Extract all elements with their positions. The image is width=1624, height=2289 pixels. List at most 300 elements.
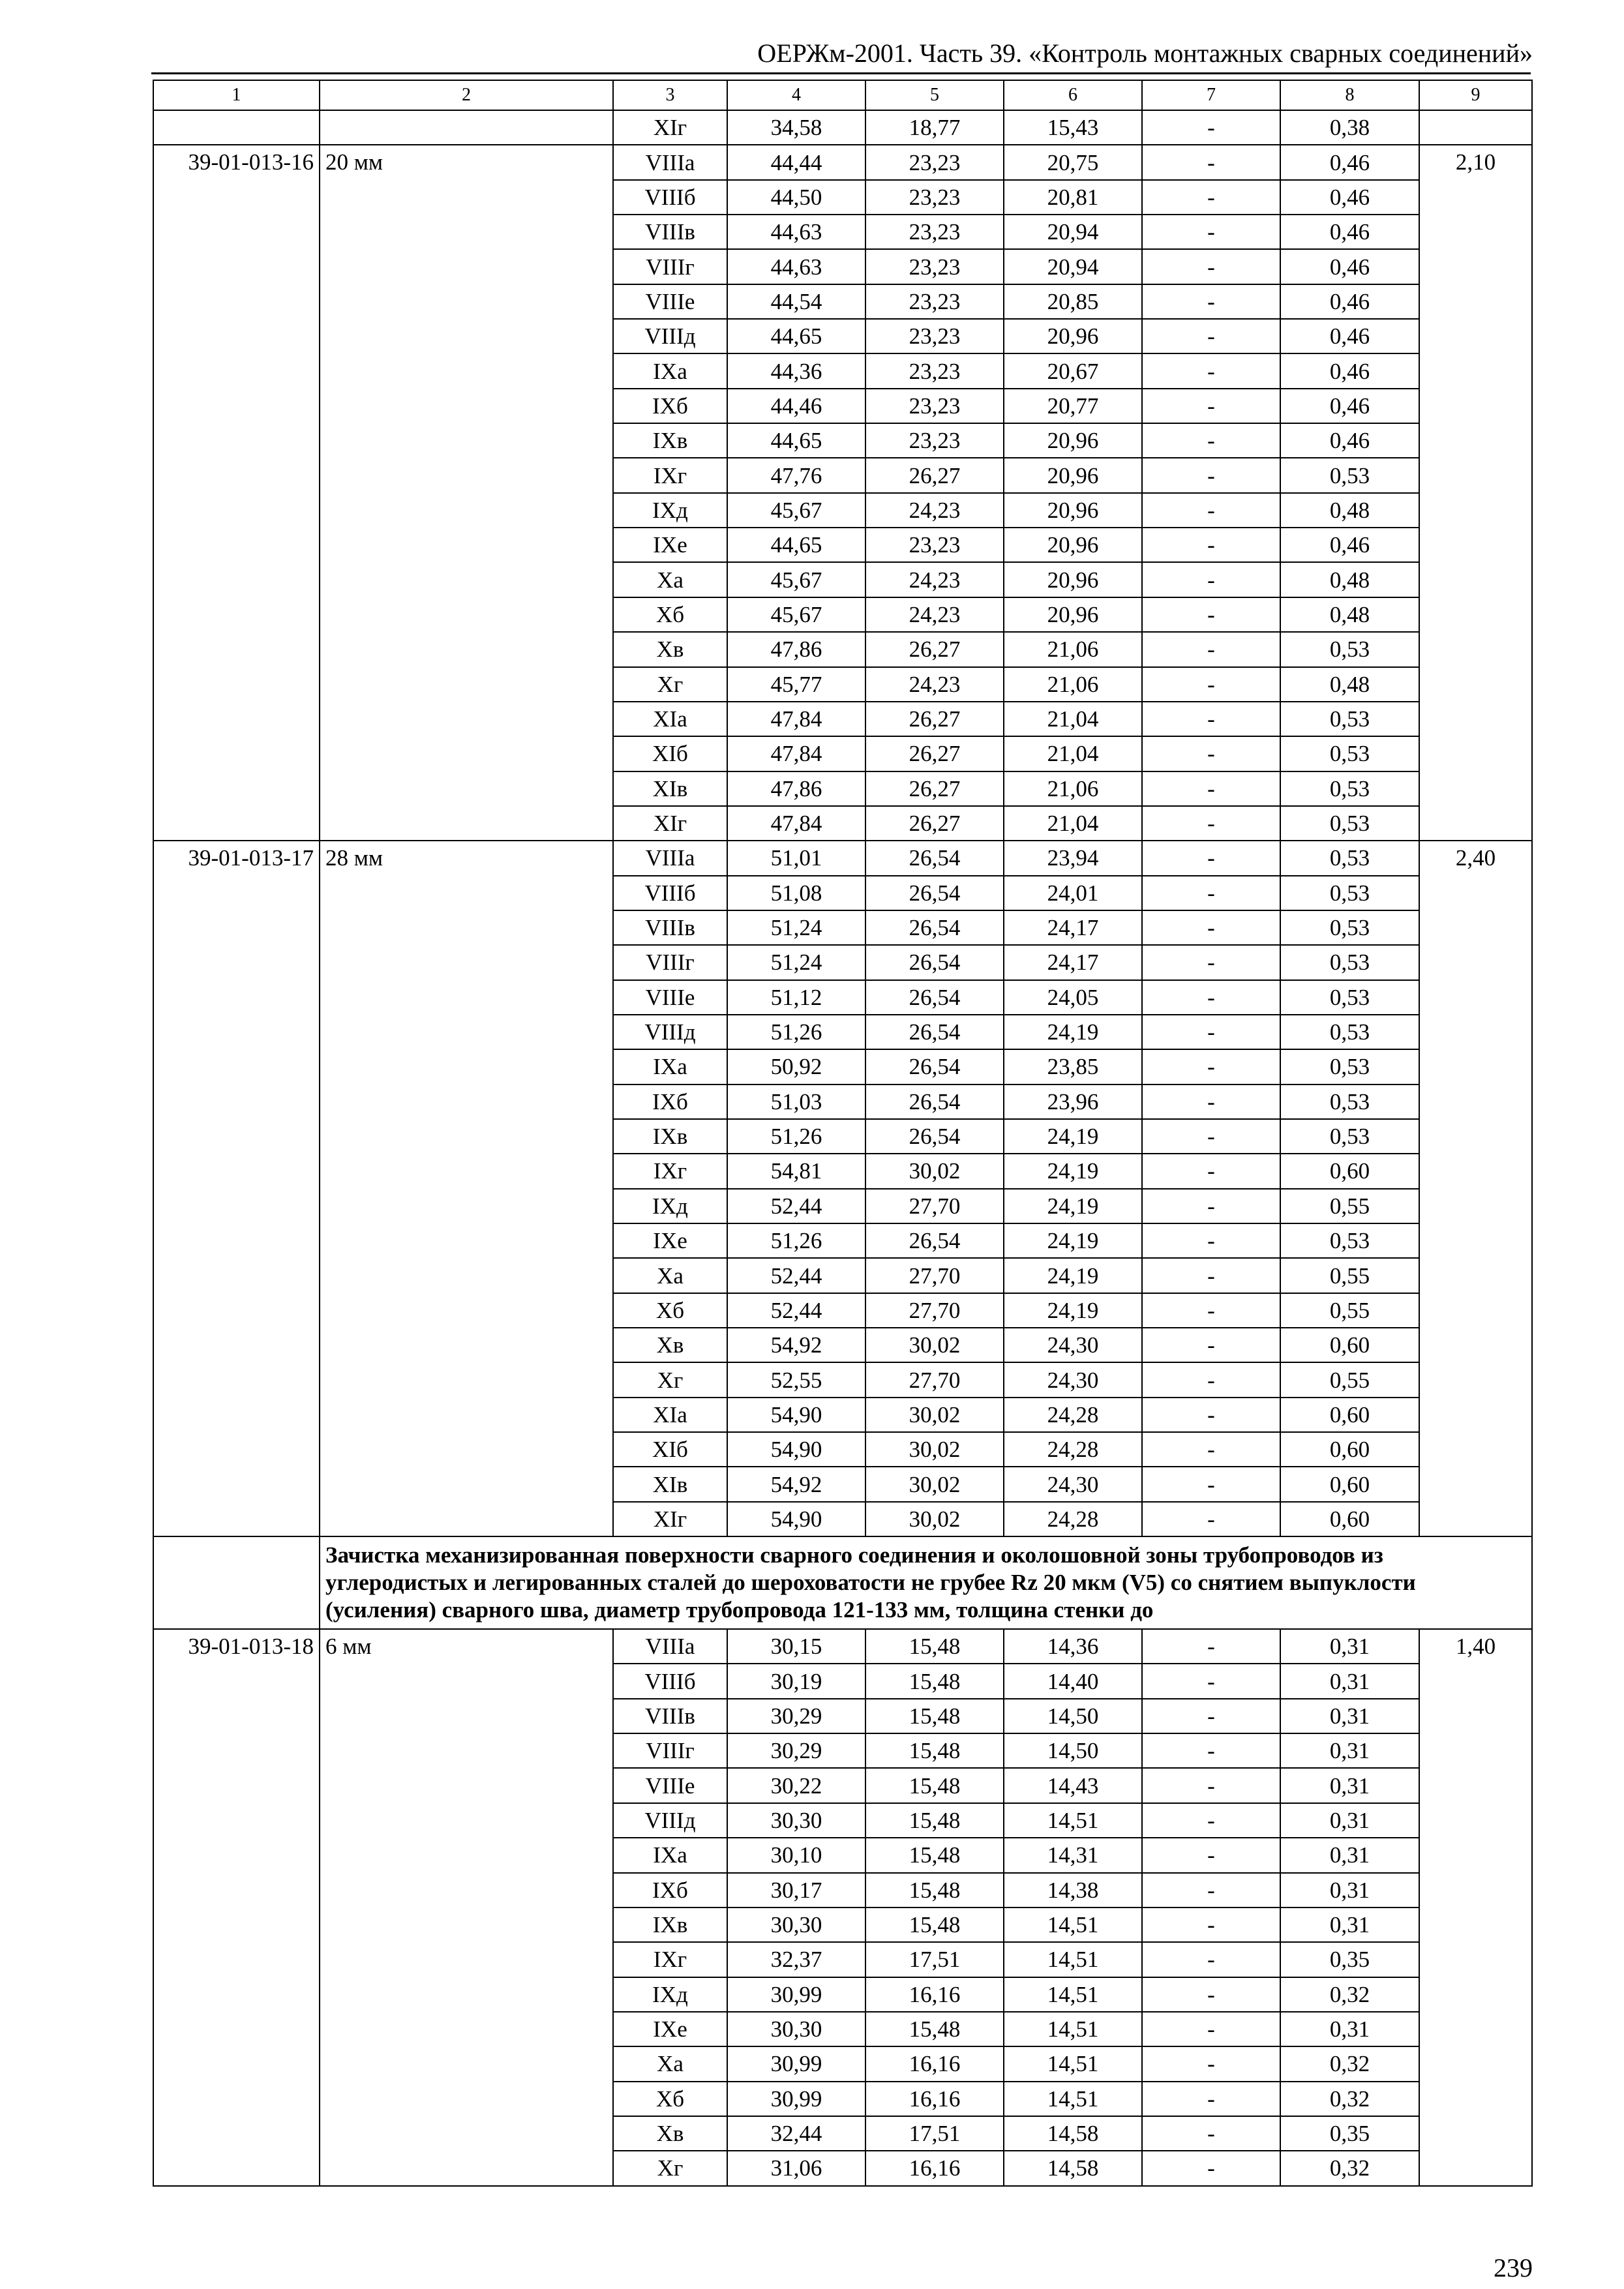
group-cell: IXв bbox=[613, 1119, 727, 1154]
col5-cell: 26,27 bbox=[865, 458, 1004, 492]
col8-cell: 0,53 bbox=[1280, 702, 1419, 736]
col4-cell: 51,26 bbox=[727, 1119, 865, 1154]
group-cell: IXд bbox=[613, 493, 727, 528]
col7-cell: - bbox=[1142, 528, 1280, 562]
group-cell: VIIIе bbox=[613, 1768, 727, 1803]
col4-cell: 30,29 bbox=[727, 1699, 865, 1733]
col4-cell: 44,50 bbox=[727, 180, 865, 215]
group-cell: IXб bbox=[613, 389, 727, 423]
column-number-row bbox=[153, 80, 1532, 110]
col7-cell: - bbox=[1142, 1432, 1280, 1467]
col7-cell: - bbox=[1142, 1049, 1280, 1084]
header-rule bbox=[151, 72, 1531, 74]
col8-cell: 0,48 bbox=[1280, 562, 1419, 597]
col5-cell: 15,48 bbox=[865, 1908, 1004, 1942]
col5-cell: 26,27 bbox=[865, 702, 1004, 736]
col5-cell: 24,23 bbox=[865, 493, 1004, 528]
column-number: 7 bbox=[1142, 80, 1280, 110]
col6-cell: 24,19 bbox=[1004, 1189, 1142, 1223]
col7-cell: - bbox=[1142, 1873, 1280, 1908]
group-cell: IXа bbox=[613, 1049, 727, 1084]
col8-cell: 0,32 bbox=[1280, 2151, 1419, 2185]
col5-cell: 30,02 bbox=[865, 1154, 1004, 1188]
norms-table bbox=[153, 80, 1533, 2187]
col6-cell: 24,28 bbox=[1004, 1432, 1142, 1467]
col7-cell: - bbox=[1142, 319, 1280, 353]
col7-cell: - bbox=[1142, 284, 1280, 319]
col6-cell: 23,85 bbox=[1004, 1049, 1142, 1084]
col5-cell: 26,54 bbox=[865, 980, 1004, 1015]
col4-cell: 54,90 bbox=[727, 1398, 865, 1432]
col5-cell: 27,70 bbox=[865, 1189, 1004, 1223]
col5-cell: 26,27 bbox=[865, 771, 1004, 806]
col6-cell: 20,96 bbox=[1004, 562, 1142, 597]
col8-cell: 0,60 bbox=[1280, 1432, 1419, 1467]
col8-cell: 0,53 bbox=[1280, 1015, 1419, 1049]
group-cell: IXе bbox=[613, 528, 727, 562]
col7-cell: - bbox=[1142, 423, 1280, 458]
column-number: 3 bbox=[613, 80, 727, 110]
col8-cell: 0,31 bbox=[1280, 1699, 1419, 1733]
group-cell: VIIIв bbox=[613, 910, 727, 945]
group-cell: VIIIд bbox=[613, 1015, 727, 1049]
col6-cell: 14,50 bbox=[1004, 1733, 1142, 1768]
col7-cell: - bbox=[1142, 389, 1280, 423]
col5-cell: 26,54 bbox=[865, 1015, 1004, 1049]
group-cell: Xг bbox=[613, 1362, 727, 1397]
group-cell: XIг bbox=[613, 110, 727, 145]
column-number: 6 bbox=[1004, 80, 1142, 110]
col5-cell: 30,02 bbox=[865, 1328, 1004, 1362]
wall-thickness: 28 мм bbox=[320, 841, 613, 1536]
col5-cell: 23,23 bbox=[865, 389, 1004, 423]
col8-cell: 0,31 bbox=[1280, 1838, 1419, 1872]
col6-cell: 24,19 bbox=[1004, 1258, 1142, 1293]
group-cell: VIIIг bbox=[613, 1733, 727, 1768]
col6-cell: 24,30 bbox=[1004, 1467, 1142, 1501]
page-header: ОЕРЖм-2001. Часть 39. «Контроль монтажных сварных соединений» bbox=[757, 38, 1533, 68]
col6-cell: 24,19 bbox=[1004, 1293, 1142, 1328]
col7-cell: - bbox=[1142, 458, 1280, 492]
col4-cell: 44,44 bbox=[727, 145, 865, 179]
group-cell: VIIIв bbox=[613, 215, 727, 249]
group-cell: Xб bbox=[613, 2082, 727, 2116]
col7-cell: - bbox=[1142, 1908, 1280, 1942]
col8-cell: 0,53 bbox=[1280, 910, 1419, 945]
col5-cell: 27,70 bbox=[865, 1293, 1004, 1328]
wall-thickness: 20 мм bbox=[320, 145, 613, 841]
col8-cell: 0,60 bbox=[1280, 1154, 1419, 1188]
col6-cell: 20,96 bbox=[1004, 493, 1142, 528]
col5-cell: 24,23 bbox=[865, 562, 1004, 597]
col5-cell: 30,02 bbox=[865, 1432, 1004, 1467]
col6-cell: 20,96 bbox=[1004, 319, 1142, 353]
col7-cell: - bbox=[1142, 2046, 1280, 2081]
col6-cell: 20,96 bbox=[1004, 597, 1142, 632]
group-cell: XIа bbox=[613, 1398, 727, 1432]
col5-cell: 23,23 bbox=[865, 145, 1004, 179]
col7-cell: - bbox=[1142, 1015, 1280, 1049]
group-cell: Xа bbox=[613, 562, 727, 597]
col5-cell: 23,23 bbox=[865, 215, 1004, 249]
col5-cell: 15,48 bbox=[865, 1699, 1004, 1733]
col8-cell: 0,53 bbox=[1280, 876, 1419, 910]
group-cell: VIIIд bbox=[613, 319, 727, 353]
col8-cell: 0,53 bbox=[1280, 1085, 1419, 1119]
col6-cell: 20,77 bbox=[1004, 389, 1142, 423]
col5-cell: 16,16 bbox=[865, 1977, 1004, 2012]
col6-cell: 20,96 bbox=[1004, 528, 1142, 562]
col4-cell: 45,67 bbox=[727, 597, 865, 632]
col4-cell: 47,86 bbox=[727, 771, 865, 806]
col4-cell: 30,99 bbox=[727, 1977, 865, 2012]
group-cell: XIг bbox=[613, 1502, 727, 1536]
col4-cell: 52,44 bbox=[727, 1293, 865, 1328]
col5-cell: 30,02 bbox=[865, 1398, 1004, 1432]
group-cell: IXд bbox=[613, 1977, 727, 2012]
col6-cell: 24,28 bbox=[1004, 1502, 1142, 1536]
col4-cell: 44,46 bbox=[727, 389, 865, 423]
col8-cell: 0,60 bbox=[1280, 1328, 1419, 1362]
col6-cell: 14,51 bbox=[1004, 2012, 1142, 2046]
col8-cell: 0,53 bbox=[1280, 980, 1419, 1015]
group-cell: VIIIе bbox=[613, 980, 727, 1015]
col7-cell: - bbox=[1142, 1664, 1280, 1698]
labor-value: 1,40 bbox=[1419, 1629, 1532, 2186]
col8-cell: 0,53 bbox=[1280, 632, 1419, 666]
group-cell: VIIIб bbox=[613, 1664, 727, 1698]
group-cell: Xг bbox=[613, 2151, 727, 2185]
col4-cell: 30,30 bbox=[727, 1803, 865, 1838]
labor-cell bbox=[1419, 110, 1532, 145]
col8-cell: 0,31 bbox=[1280, 2012, 1419, 2046]
col7-cell: - bbox=[1142, 1189, 1280, 1223]
col5-cell: 15,48 bbox=[865, 1768, 1004, 1803]
labor-value: 2,10 bbox=[1419, 145, 1532, 841]
group-cell: VIIIа bbox=[613, 1629, 727, 1664]
table-row bbox=[153, 110, 1532, 145]
col8-cell: 0,46 bbox=[1280, 423, 1419, 458]
col7-cell: - bbox=[1142, 2012, 1280, 2046]
col4-cell: 54,92 bbox=[727, 1467, 865, 1501]
column-number: 2 bbox=[320, 80, 613, 110]
col6-cell: 14,51 bbox=[1004, 1977, 1142, 2012]
col7-cell: - bbox=[1142, 1467, 1280, 1501]
col8-cell: 0,46 bbox=[1280, 353, 1419, 388]
col5-cell: 23,23 bbox=[865, 180, 1004, 215]
col6-cell: 14,51 bbox=[1004, 1908, 1142, 1942]
col4-cell: 30,17 bbox=[727, 1873, 865, 1908]
col4-cell: 47,84 bbox=[727, 806, 865, 841]
col5-cell: 24,23 bbox=[865, 667, 1004, 702]
col5-cell: 23,23 bbox=[865, 249, 1004, 284]
col6-cell: 24,19 bbox=[1004, 1154, 1142, 1188]
col5-cell: 26,54 bbox=[865, 1049, 1004, 1084]
group-cell: Xа bbox=[613, 1258, 727, 1293]
col8-cell: 0,31 bbox=[1280, 1664, 1419, 1698]
col8-cell: 0,55 bbox=[1280, 1189, 1419, 1223]
table-row bbox=[153, 1629, 1532, 1664]
group-cell: VIIIг bbox=[613, 249, 727, 284]
col5-cell: 23,23 bbox=[865, 284, 1004, 319]
col4-cell: 30,99 bbox=[727, 2082, 865, 2116]
group-cell: Xб bbox=[613, 1293, 727, 1328]
col4-cell: 34,58 bbox=[727, 110, 865, 145]
col7-cell: - bbox=[1142, 702, 1280, 736]
col8-cell: 0,32 bbox=[1280, 2082, 1419, 2116]
group-cell: VIIIе bbox=[613, 284, 727, 319]
col5-cell: 26,54 bbox=[865, 1085, 1004, 1119]
col5-cell: 15,48 bbox=[865, 1664, 1004, 1698]
col6-cell: 14,51 bbox=[1004, 1942, 1142, 1977]
col6-cell: 21,04 bbox=[1004, 736, 1142, 771]
norm-code: 39-01-013-18 bbox=[153, 1629, 320, 2186]
col4-cell: 54,90 bbox=[727, 1502, 865, 1536]
col4-cell: 32,37 bbox=[727, 1942, 865, 1977]
group-cell: Xв bbox=[613, 2116, 727, 2151]
col8-cell: 0,46 bbox=[1280, 528, 1419, 562]
col7-cell: - bbox=[1142, 1977, 1280, 2012]
col5-cell: 26,27 bbox=[865, 806, 1004, 841]
group-cell: Xа bbox=[613, 2046, 727, 2081]
col8-cell: 0,60 bbox=[1280, 1467, 1419, 1501]
col6-cell: 23,94 bbox=[1004, 841, 1142, 875]
col7-cell: - bbox=[1142, 110, 1280, 145]
col8-cell: 0,38 bbox=[1280, 110, 1419, 145]
col5-cell: 30,02 bbox=[865, 1502, 1004, 1536]
col4-cell: 51,24 bbox=[727, 910, 865, 945]
col7-cell: - bbox=[1142, 145, 1280, 179]
col8-cell: 0,31 bbox=[1280, 1733, 1419, 1768]
col8-cell: 0,32 bbox=[1280, 1977, 1419, 2012]
group-cell: IXа bbox=[613, 353, 727, 388]
col4-cell: 51,08 bbox=[727, 876, 865, 910]
group-cell: IXг bbox=[613, 1942, 727, 1977]
group-cell: XIб bbox=[613, 736, 727, 771]
col8-cell: 0,55 bbox=[1280, 1293, 1419, 1328]
col8-cell: 0,46 bbox=[1280, 319, 1419, 353]
wall-thickness: 6 мм bbox=[320, 1629, 613, 2186]
col8-cell: 0,60 bbox=[1280, 1398, 1419, 1432]
col4-cell: 44,63 bbox=[727, 249, 865, 284]
col6-cell: 20,67 bbox=[1004, 353, 1142, 388]
col6-cell: 20,96 bbox=[1004, 423, 1142, 458]
col7-cell: - bbox=[1142, 1119, 1280, 1154]
col8-cell: 0,31 bbox=[1280, 1768, 1419, 1803]
col7-cell: - bbox=[1142, 1223, 1280, 1258]
col7-cell: - bbox=[1142, 1085, 1280, 1119]
col5-cell: 23,23 bbox=[865, 319, 1004, 353]
col7-cell: - bbox=[1142, 1768, 1280, 1803]
col7-cell: - bbox=[1142, 1502, 1280, 1536]
column-number: 1 bbox=[153, 80, 320, 110]
group-cell: VIIIв bbox=[613, 1699, 727, 1733]
col4-cell: 45,77 bbox=[727, 667, 865, 702]
col8-cell: 0,31 bbox=[1280, 1803, 1419, 1838]
col6-cell: 14,51 bbox=[1004, 2082, 1142, 2116]
col7-cell: - bbox=[1142, 180, 1280, 215]
col6-cell: 14,51 bbox=[1004, 2046, 1142, 2081]
col6-cell: 14,38 bbox=[1004, 1873, 1142, 1908]
col7-cell: - bbox=[1142, 1293, 1280, 1328]
col8-cell: 0,53 bbox=[1280, 1049, 1419, 1084]
col5-cell: 16,16 bbox=[865, 2046, 1004, 2081]
col6-cell: 14,40 bbox=[1004, 1664, 1142, 1698]
col8-cell: 0,53 bbox=[1280, 771, 1419, 806]
col6-cell: 21,06 bbox=[1004, 667, 1142, 702]
col7-cell: - bbox=[1142, 910, 1280, 945]
col7-cell: - bbox=[1142, 806, 1280, 841]
column-number: 9 bbox=[1419, 80, 1532, 110]
col6-cell: 24,28 bbox=[1004, 1398, 1142, 1432]
col5-cell: 27,70 bbox=[865, 1362, 1004, 1397]
col4-cell: 30,29 bbox=[727, 1733, 865, 1768]
group-cell: Xв bbox=[613, 1328, 727, 1362]
col8-cell: 0,46 bbox=[1280, 215, 1419, 249]
table-row bbox=[153, 841, 1532, 875]
col8-cell: 0,35 bbox=[1280, 1942, 1419, 1977]
group-cell: IXв bbox=[613, 1908, 727, 1942]
col8-cell: 0,48 bbox=[1280, 667, 1419, 702]
col8-cell: 0,32 bbox=[1280, 2046, 1419, 2081]
col8-cell: 0,55 bbox=[1280, 1362, 1419, 1397]
col6-cell: 14,50 bbox=[1004, 1699, 1142, 1733]
col6-cell: 14,51 bbox=[1004, 1803, 1142, 1838]
col8-cell: 0,46 bbox=[1280, 249, 1419, 284]
group-cell: IXб bbox=[613, 1085, 727, 1119]
group-cell: XIг bbox=[613, 806, 727, 841]
col6-cell: 24,17 bbox=[1004, 910, 1142, 945]
col8-cell: 0,48 bbox=[1280, 493, 1419, 528]
col7-cell: - bbox=[1142, 771, 1280, 806]
group-cell: XIв bbox=[613, 771, 727, 806]
col7-cell: - bbox=[1142, 493, 1280, 528]
col6-cell: 20,96 bbox=[1004, 458, 1142, 492]
col4-cell: 44,65 bbox=[727, 319, 865, 353]
group-cell: VIIIг bbox=[613, 945, 727, 980]
col6-cell: 14,58 bbox=[1004, 2151, 1142, 2185]
col7-cell: - bbox=[1142, 1398, 1280, 1432]
col7-cell: - bbox=[1142, 2116, 1280, 2151]
col8-cell: 0,35 bbox=[1280, 2116, 1419, 2151]
col4-cell: 50,92 bbox=[727, 1049, 865, 1084]
col5-cell: 15,48 bbox=[865, 1733, 1004, 1768]
col5-cell: 26,27 bbox=[865, 736, 1004, 771]
page-number: 239 bbox=[1494, 2253, 1533, 2282]
col5-cell: 15,48 bbox=[865, 2012, 1004, 2046]
col7-cell: - bbox=[1142, 632, 1280, 666]
col8-cell: 0,46 bbox=[1280, 145, 1419, 179]
col5-cell: 23,23 bbox=[865, 353, 1004, 388]
col4-cell: 30,10 bbox=[727, 1838, 865, 1872]
col4-cell: 30,30 bbox=[727, 2012, 865, 2046]
col7-cell: - bbox=[1142, 249, 1280, 284]
col6-cell: 24,05 bbox=[1004, 980, 1142, 1015]
col7-cell: - bbox=[1142, 736, 1280, 771]
col4-cell: 30,15 bbox=[727, 1629, 865, 1664]
col7-cell: - bbox=[1142, 1838, 1280, 1872]
group-cell: VIIIа bbox=[613, 145, 727, 179]
col4-cell: 30,30 bbox=[727, 1908, 865, 1942]
col5-cell: 17,51 bbox=[865, 1942, 1004, 1977]
col4-cell: 30,19 bbox=[727, 1664, 865, 1698]
col4-cell: 45,67 bbox=[727, 493, 865, 528]
col5-cell: 26,27 bbox=[865, 632, 1004, 666]
section-title: Зачистка механизированная поверхности сварного соединения и околошовной зоны трубопроводов из углеродистых и легированных сталей до шероховатости не грубее Rz 20 мкм (V5) со снятием выпуклости (усиления) сварного шва, диаметр трубопровода 121-133 мм, толщина стенки до bbox=[320, 1536, 1532, 1629]
group-cell: Xг bbox=[613, 667, 727, 702]
col5-cell: 24,23 bbox=[865, 597, 1004, 632]
col5-cell: 15,48 bbox=[865, 1838, 1004, 1872]
col7-cell: - bbox=[1142, 1699, 1280, 1733]
col4-cell: 54,90 bbox=[727, 1432, 865, 1467]
group-cell: Xв bbox=[613, 632, 727, 666]
col4-cell: 54,81 bbox=[727, 1154, 865, 1188]
table-row bbox=[153, 145, 1532, 179]
col4-cell: 30,22 bbox=[727, 1768, 865, 1803]
thickness-cell bbox=[320, 110, 613, 145]
col6-cell: 24,30 bbox=[1004, 1328, 1142, 1362]
col5-cell: 30,02 bbox=[865, 1467, 1004, 1501]
col6-cell: 24,01 bbox=[1004, 876, 1142, 910]
col7-cell: - bbox=[1142, 1154, 1280, 1188]
group-cell: VIIIа bbox=[613, 841, 727, 875]
col5-cell: 18,77 bbox=[865, 110, 1004, 145]
group-cell: IXд bbox=[613, 1189, 727, 1223]
col7-cell: - bbox=[1142, 1942, 1280, 1977]
col4-cell: 51,26 bbox=[727, 1015, 865, 1049]
col4-cell: 51,12 bbox=[727, 980, 865, 1015]
col6-cell: 14,58 bbox=[1004, 2116, 1142, 2151]
group-cell: VIIIб bbox=[613, 876, 727, 910]
group-cell: Xб bbox=[613, 597, 727, 632]
col6-cell: 21,06 bbox=[1004, 771, 1142, 806]
col8-cell: 0,53 bbox=[1280, 841, 1419, 875]
col4-cell: 44,63 bbox=[727, 215, 865, 249]
group-cell: XIб bbox=[613, 1432, 727, 1467]
col5-cell: 23,23 bbox=[865, 528, 1004, 562]
norm-code: 39-01-013-16 bbox=[153, 145, 320, 841]
col5-cell: 17,51 bbox=[865, 2116, 1004, 2151]
col8-cell: 0,53 bbox=[1280, 458, 1419, 492]
column-number: 8 bbox=[1280, 80, 1419, 110]
col7-cell: - bbox=[1142, 353, 1280, 388]
col8-cell: 0,53 bbox=[1280, 1223, 1419, 1258]
col5-cell: 15,48 bbox=[865, 1803, 1004, 1838]
col8-cell: 0,31 bbox=[1280, 1908, 1419, 1942]
group-cell: IXа bbox=[613, 1838, 727, 1872]
col4-cell: 51,03 bbox=[727, 1085, 865, 1119]
col8-cell: 0,53 bbox=[1280, 806, 1419, 841]
col6-cell: 15,43 bbox=[1004, 110, 1142, 145]
col7-cell: - bbox=[1142, 945, 1280, 980]
group-cell: IXб bbox=[613, 1873, 727, 1908]
group-cell: VIIIб bbox=[613, 180, 727, 215]
col7-cell: - bbox=[1142, 562, 1280, 597]
col4-cell: 51,24 bbox=[727, 945, 865, 980]
column-number: 5 bbox=[865, 80, 1004, 110]
col6-cell: 24,19 bbox=[1004, 1119, 1142, 1154]
col7-cell: - bbox=[1142, 2082, 1280, 2116]
col6-cell: 24,19 bbox=[1004, 1223, 1142, 1258]
col6-cell: 20,94 bbox=[1004, 215, 1142, 249]
col5-cell: 16,16 bbox=[865, 2082, 1004, 2116]
col6-cell: 21,06 bbox=[1004, 632, 1142, 666]
col6-cell: 20,81 bbox=[1004, 180, 1142, 215]
col4-cell: 47,86 bbox=[727, 632, 865, 666]
col7-cell: - bbox=[1142, 1803, 1280, 1838]
col7-cell: - bbox=[1142, 215, 1280, 249]
col7-cell: - bbox=[1142, 667, 1280, 702]
